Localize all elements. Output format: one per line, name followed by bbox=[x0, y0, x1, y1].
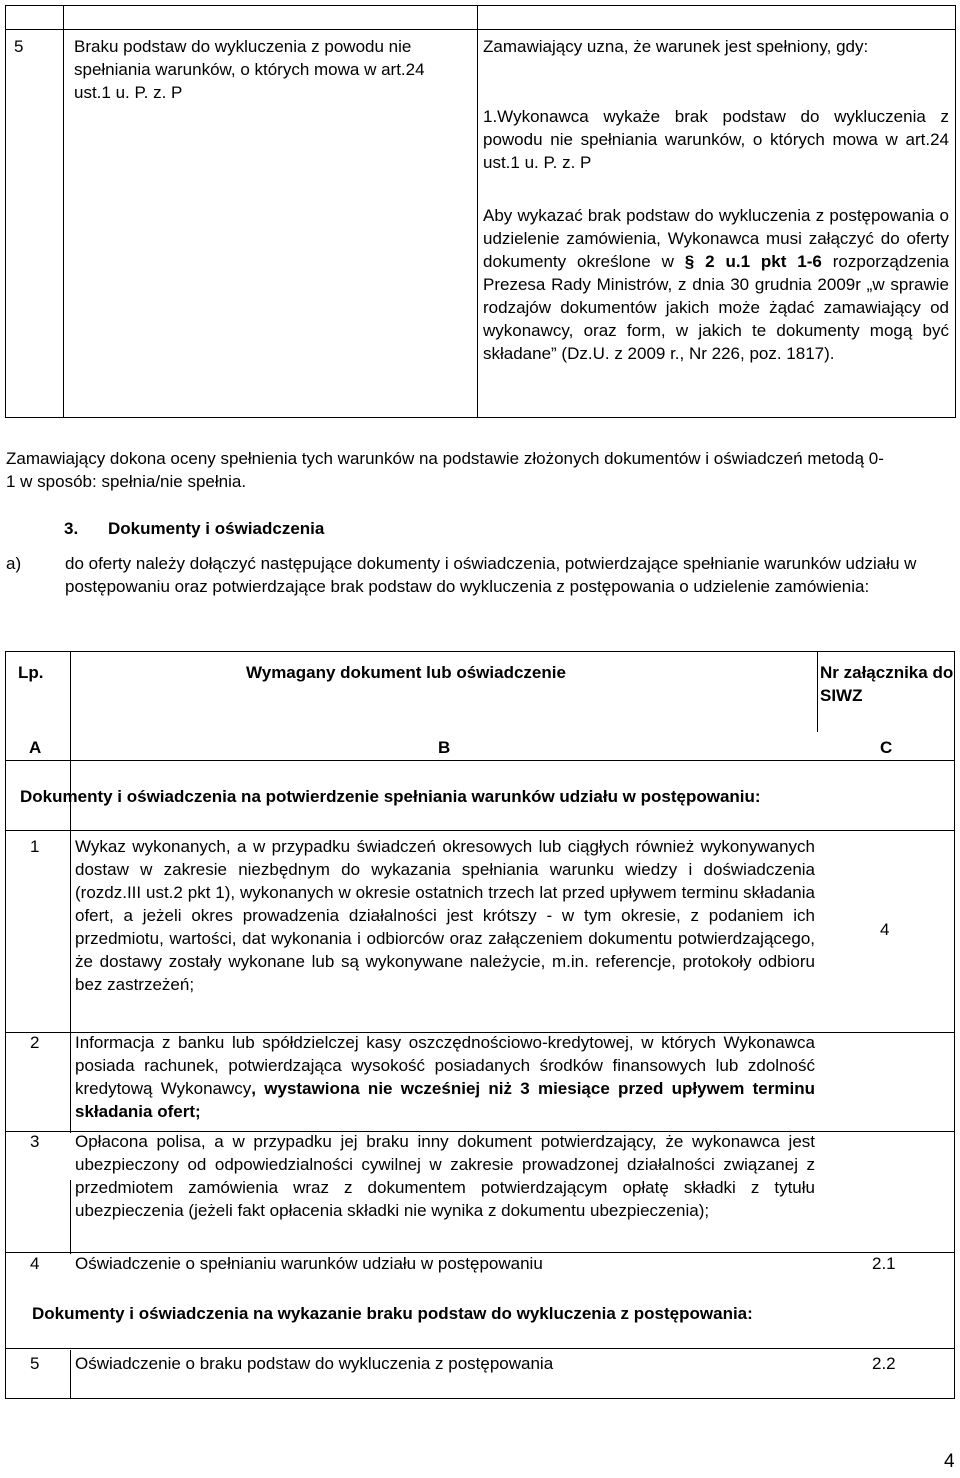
condition-point-1: 1.Wykonawca wykaże brak podstaw do wykluczenia z powodu nie spełniania warunków, o których mowa w art.24 ust.1 u. P. z. P bbox=[483, 107, 949, 172]
document-description: Oświadczenie o braku podstaw do wykluczenia z postępowania bbox=[75, 1354, 554, 1373]
table-divider bbox=[70, 1350, 71, 1398]
assessment-text: Zamawiający dokona oceny spełnienia tych warunków na podstawie złożonych dokumentów i oświadczeń metodą 0-1 w sposób: spełnia/nie spełnia. bbox=[6, 449, 884, 491]
section-title: Dokumenty i oświadczenia bbox=[108, 519, 325, 538]
document-description: Oświadczenie o spełnianiu warunków udziału w postępowaniu bbox=[75, 1254, 543, 1273]
row-number: 5 bbox=[30, 1354, 40, 1373]
condition-row-number: 5 bbox=[14, 37, 24, 56]
attachment-number: 2.1 bbox=[872, 1254, 896, 1273]
table-divider bbox=[6, 760, 954, 761]
table-divider bbox=[70, 652, 71, 1133]
document-description: Informacja z banku lub spółdzielczej kasy oszczędnościowo-kredytowej, w których Wykonawca posiada rachunek, potwierdzająca wysokość posiadanych środków finansowych lub zdolność kredytową Wykonawcy, wystawiona nie wcześniej niż 3 miesiące przed upływem terminu składania ofert; bbox=[75, 1033, 815, 1121]
documents-table bbox=[5, 651, 955, 1399]
row-number: 2 bbox=[30, 1033, 40, 1052]
row-number: 1 bbox=[30, 837, 40, 856]
document-description: Wykaz wykonanych, a w przypadku świadczeń okresowych lub ciągłych również wykonywanych dostaw w zakresie niezbędnym do wykazania spełniania warunku wiedzy i doświadczenia (rozdz.III ust.2 pkt 1), wykonanych w okresie ostatnich trzech lat przed upływem terminu składania ofert, a jeżeli okres prowadzenia działalności jest krótszy - w tym okresie, z podaniem ich przedmiotu, wartości, dat wykonania i odbiorców oraz załączeniem dokumentu potwierdzającego, że dostawy zostały wykonane lub są wykonywane należycie, m.in. referencje, protokoły odbioru bez zastrzeżeń; bbox=[75, 837, 815, 994]
document-description: Opłacona polisa, a w przypadku jej braku inny dokument potwierdzający, że wykonawca jest ubezpieczony od odpowiedzialności cywilnej w zakresie prowadzonej działalności związanej z przedmiotem zamówienia wraz z dokumentem potwierdzającym opłatę składki z tytułu ubezpieczenia (jeżeli fakt opłacenia składki nie wynika z dokumentu ubezpieczenia); bbox=[75, 1132, 815, 1220]
table-section-title: Dokumenty i oświadczenia na wykazanie braku podstaw do wykluczenia z postępowania: bbox=[32, 1304, 753, 1323]
attachment-number: 4 bbox=[880, 920, 890, 939]
table-divider bbox=[6, 1348, 954, 1349]
attachment-number: 2.2 bbox=[872, 1354, 896, 1373]
page-number: 4 bbox=[944, 1451, 955, 1472]
list-item-label: a) bbox=[6, 554, 22, 573]
table-divider bbox=[6, 29, 955, 30]
condition-text: Braku podstaw do wykluczenia z powodu nie spełniania warunków, o których mowa w art.24 ust.1 u. P. z. P bbox=[74, 37, 425, 102]
column-letter-c: C bbox=[880, 738, 893, 757]
row-number: 3 bbox=[30, 1132, 40, 1151]
list-item-text: do oferty należy dołączyć następujące dokumenty i oświadczenia, potwierdzające spełnianie warunków udziału w postępowaniu oraz potwierdzające brak podstaw do wykluczenia z postępowania o udzielenie zamówienia: bbox=[65, 554, 917, 596]
row-number: 4 bbox=[30, 1254, 40, 1273]
table-divider bbox=[817, 652, 818, 732]
table-divider bbox=[6, 830, 954, 831]
section-number: 3. bbox=[64, 519, 79, 538]
regulation-paragraph-ref: § 2 u.1 pkt 1-6 bbox=[684, 252, 822, 271]
column-letter-b: B bbox=[438, 738, 451, 757]
table-divider bbox=[70, 1180, 71, 1254]
column-header-attachment: Nr załącznika do SIWZ bbox=[820, 663, 954, 705]
column-header-lp: Lp. bbox=[18, 663, 44, 682]
column-letter-a: A bbox=[29, 738, 42, 757]
table-divider bbox=[477, 6, 478, 417]
condition-intro: Zamawiający uzna, że warunek jest spełniony, gdy: bbox=[483, 37, 869, 56]
table-section-title: Dokumenty i oświadczenia na potwierdzenie spełniania warunków udziału w postępowaniu: bbox=[20, 787, 761, 806]
column-header-document: Wymagany dokument lub oświadczenie bbox=[246, 663, 566, 682]
table-divider bbox=[63, 6, 64, 417]
condition-explanation: Aby wykazać brak podstaw do wykluczenia z postępowania o udzielenie zamówienia, Wykonawca musi załączyć do oferty dokumenty określone w § 2 u.1 pkt 1-6 rozporządzenia Prezesa Rady Ministrów, z dnia 30 grudnia 2009r „w sprawie rodzajów dokumentów jakich może żądać zamawiający od wykonawcy, oraz form, w jakich te dokumenty mogą być składane” (Dz.U. z 2009 r., Nr 226, poz. 1817). bbox=[483, 206, 949, 363]
